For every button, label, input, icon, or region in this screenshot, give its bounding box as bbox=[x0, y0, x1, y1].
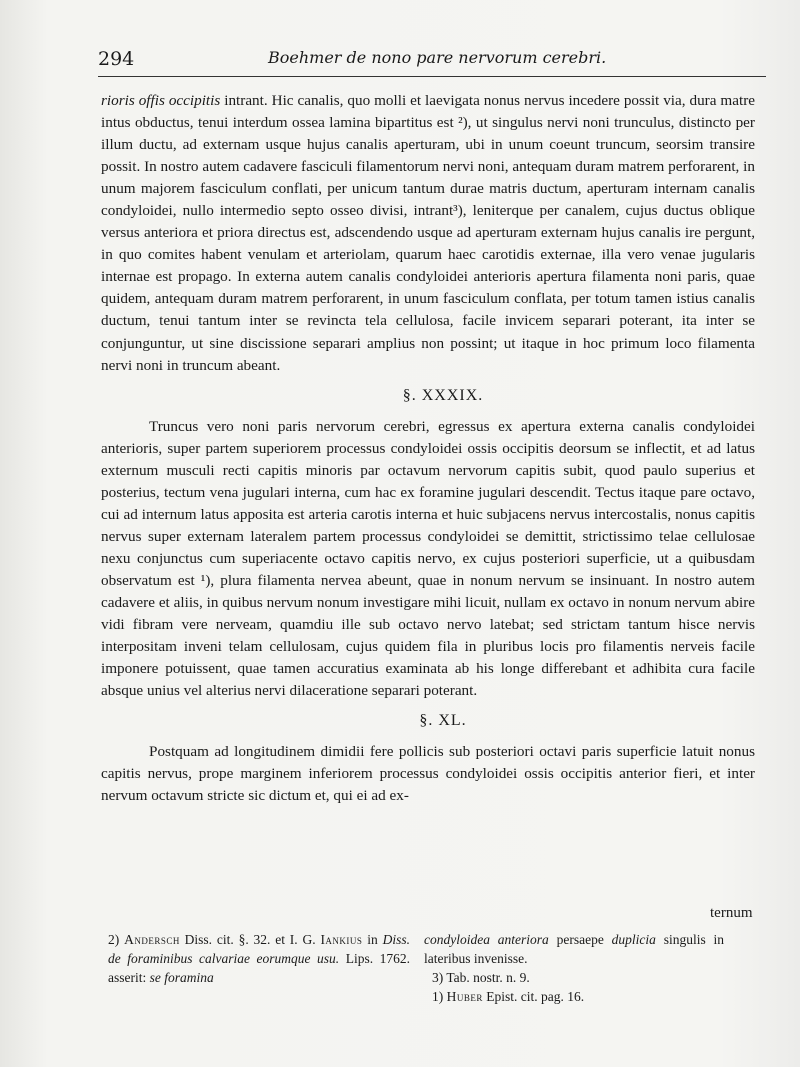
footnote-text: persaepe bbox=[548, 932, 612, 947]
footnote-1 bbox=[424, 987, 724, 1006]
header-rule bbox=[98, 76, 766, 77]
paragraph-text: intrant. Hic canalis, quo molli et laevigata nonus nervus incedere possit via, dura matre intus obductus, tenui interdum ossea lamina bipartitus est ²), ut singulus nervi noni trunculus, distincto per illum ductu, ad externam usque hujus canalis aperturam, ubi in unum coeunt truncum, seorsim transire possit. In nostro autem cadavere fasciculi filamentorum nervi noni, antequam duram matrem perforarent, in unum majorem fasciculum conflati, per unicum tantum durae matris ductum, aperturam internam canalis condyloidei, nullo intermedio septo osseo divisi, intrant³), leniterque per canalem, cujus ductus oblique versus anteriora et priora directus est, adscendendo usque ad aperturam externam hujus canalis ire pergunt, in quo comites habent venulam et arteriolam, quarum haec carotidis externae, illa vero venae jugularis internae est propago. In externa autem canalis condyloidei anterioris apertura filamenta noni paris, quae quidem, antequam duram matrem perforarent, in unum fasciculum conflata, per totum tamen istius canalis ductum, tenui tantum inter se revincta tela cellulosa, facile invicem separari poterant, ita inter se conjunguntur, ut sine discissione separari amplius non possint; ut itaque in hoc primum loco filamenta nervi noni in truncum abeant. bbox=[101, 92, 755, 374]
footnote-quote: se foramina bbox=[149, 970, 214, 985]
body-text bbox=[101, 90, 755, 807]
footnote-quote: duplicia bbox=[611, 932, 656, 947]
paragraph: Postquam ad longitudinem dimidii fere pollicis sub posteriori octavi paris superficie latuit nonus capitis nervus, prope marginem inferiorem processus condyloidei ossis occipitis anterior fieri, et inter nervum octavum stricte sic dictum et, qui ei ad ex- bbox=[101, 743, 755, 805]
footnote-author: Andersch bbox=[124, 932, 180, 947]
section-heading: §. XL. bbox=[419, 712, 467, 730]
footnote-text: in bbox=[362, 932, 383, 947]
footnote-text: Diss. cit. §. 32. et I. G. bbox=[179, 932, 321, 947]
page-number: 294 bbox=[98, 48, 135, 70]
footnote-marker: 2) bbox=[108, 932, 120, 947]
footnote-title: Diss. de foraminibus calvariae eorumque usu. bbox=[108, 932, 410, 966]
catchword: ternum bbox=[710, 905, 753, 921]
footnote-author: Huber bbox=[446, 989, 483, 1004]
page-header bbox=[98, 48, 788, 74]
footnote-column-left bbox=[108, 930, 410, 987]
footnote-text: singulis in lateribus invenisse. bbox=[424, 932, 725, 966]
footnote-text: Lips. 1762. asserit: bbox=[108, 951, 410, 985]
paragraph: Truncus vero noni paris nervorum cerebri, egressus ex apertura externa canalis condyloidei anterioris, super partem superiorem processus condyloidei ossis occipitis deorsum se inflectit, et ad latus externum musculi recti capitis minoris par octavum nervorum capitis subit, quod paulo superius et posterius, tectum vena jugulari interna, cum hac ex foramine jugulari descendit. Tectus itaque pare octavo, cui ad internum latus apposita est arteria carotis interna et huic subjacens nervus intercostalis, nonus capitis nervus super externam lateralem partem processus condyloidei se demittit, strictissimo telae cellulosae nexu conjunctus cum superiacente octavo capitis nervo, ex cujus posteriori superficie, ut a quibusdam observatum est ¹), plura filamenta nervea abeunt, quae in nonum nervum se insinuant. In nostro autem cadavere et aliis, in quibus nervum nonum investigare mihi licuit, nullam ex octavo in nonum nervum abire vidi fibram vere nerveam, quamdiu ille sub octavo nervo latebat; sed strictam tantum hisce nervis interpositam inveni telam cellulosam, cujus quidem fila in pluribus locis pro filamentis nerveis facile imponere potuissent, quae tamen accuratius examinata ab his longe differebant et adhibita cura facile absque unius vel alterius nervi dilaceratione separari poterant. bbox=[101, 417, 755, 700]
footnote-3: 3) Tab. nostr. n. 9. bbox=[432, 970, 530, 985]
section-heading: §. XXXIX. bbox=[402, 386, 484, 404]
footnote-quote: condyloidea anteriora bbox=[424, 932, 549, 947]
paragraph bbox=[101, 90, 755, 377]
footnote-text: Epist. cit. pag. 16. bbox=[482, 989, 585, 1004]
footnote-2 bbox=[108, 930, 410, 987]
running-head: Boehmer de nono pare nervorum cerebri. bbox=[268, 48, 607, 67]
footnote-2-continued bbox=[424, 930, 724, 968]
footnote-column-right bbox=[424, 930, 724, 1006]
paragraph-lead: rioris offis occipitis bbox=[101, 92, 221, 109]
footnote-author: Iankius bbox=[320, 932, 363, 947]
footnote-marker: 1) bbox=[432, 989, 444, 1004]
